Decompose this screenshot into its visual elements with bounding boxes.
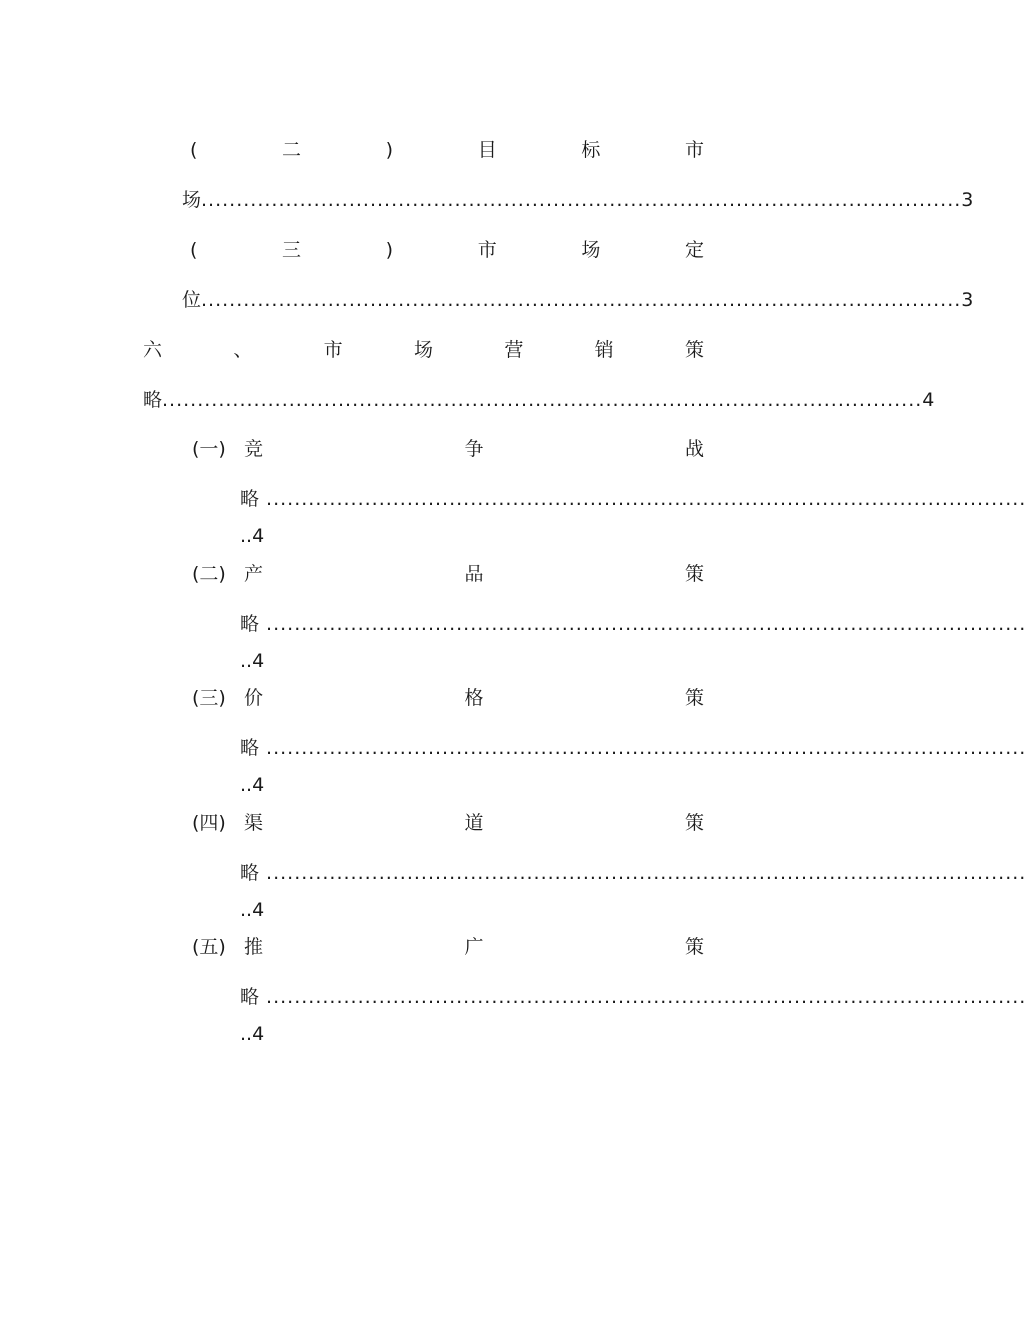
- dot-leader: ............................................................................................................: [201, 189, 962, 211]
- toc-char: 场: [413, 339, 433, 361]
- toc-char: 场: [581, 239, 601, 261]
- toc-char: ): [385, 239, 394, 261]
- toc-char: 格: [464, 687, 484, 709]
- page-number: ..4: [240, 525, 265, 547]
- page-number: 3: [961, 289, 974, 311]
- sub-number: (二): [192, 563, 226, 585]
- toc-char: 营: [504, 339, 524, 361]
- page-number: ..4: [240, 1023, 265, 1045]
- toc-tail: 略: [240, 488, 260, 510]
- toc-entry-market-positioning-heading[interactable]: [190, 237, 704, 263]
- toc-sub-promotion-leader[interactable]: [240, 984, 1026, 1010]
- toc-char: 策: [684, 687, 704, 709]
- toc-char: 广: [464, 936, 484, 958]
- toc-char: 价: [244, 687, 264, 709]
- dot-leader: ............................................................................................................: [201, 289, 962, 311]
- dot-leader: ............................................................................................................: [162, 389, 923, 411]
- page-number: 4: [922, 389, 935, 411]
- toc-tail: 略: [240, 613, 260, 635]
- toc-sub-price-heading[interactable]: [192, 685, 704, 711]
- toc-tail: 略: [240, 737, 260, 759]
- page-number: ..4: [240, 650, 265, 672]
- toc-char: (: [190, 139, 198, 161]
- dot-leader: ............................................................................................................: [259, 613, 1026, 635]
- toc-char: 争: [464, 438, 484, 460]
- dot-leader: ............................................................................................................: [259, 737, 1026, 759]
- toc-sub-product-heading[interactable]: [192, 561, 704, 587]
- toc-char: 道: [464, 812, 484, 834]
- toc-char: 三: [282, 239, 302, 261]
- toc-sub-channel-heading[interactable]: [192, 810, 704, 836]
- page-number: ..4: [240, 899, 265, 921]
- toc-tail: 位: [182, 289, 202, 311]
- toc-char: 策: [684, 936, 704, 958]
- toc-tail: 场: [182, 189, 202, 211]
- toc-tail: 略: [240, 986, 260, 1008]
- toc-char: ): [385, 139, 394, 161]
- toc-tail: 略: [143, 389, 163, 411]
- page-number: ..4: [240, 774, 265, 796]
- toc-char: 市: [477, 239, 497, 261]
- toc-sub-promotion-heading[interactable]: [192, 934, 704, 960]
- toc-char: 市: [323, 339, 343, 361]
- toc-char: 策: [684, 339, 704, 361]
- toc-section-marketing-strategy-leader[interactable]: [143, 387, 935, 413]
- toc-entry-target-market-leader[interactable]: [182, 187, 974, 213]
- toc-char: 市: [684, 139, 704, 161]
- toc-sub-competition-leader[interactable]: [240, 486, 1026, 512]
- sub-number: (五): [192, 936, 226, 958]
- toc-char: 策: [684, 812, 704, 834]
- sub-number: (三): [192, 687, 226, 709]
- toc-entry-target-market-heading[interactable]: [190, 137, 704, 163]
- toc-sub-channel-leader[interactable]: [240, 860, 1026, 886]
- toc-sub-competition-heading[interactable]: [192, 436, 704, 462]
- toc-char: 六: [143, 339, 163, 361]
- toc-char: 竞: [244, 438, 264, 460]
- toc-char: 策: [684, 563, 704, 585]
- toc-sub-product-leader[interactable]: [240, 611, 1026, 637]
- toc-section-marketing-strategy-heading[interactable]: [143, 337, 704, 363]
- dot-leader: ............................................................................................................: [259, 488, 1026, 510]
- dot-leader: ............................................................................................................: [259, 986, 1026, 1008]
- toc-char: 销: [594, 339, 614, 361]
- toc-char: 目: [477, 139, 497, 161]
- toc-char: 二: [282, 139, 302, 161]
- page-number: 3: [961, 189, 974, 211]
- toc-sub-price-leader[interactable]: [240, 735, 1026, 761]
- toc-entry-market-positioning-leader[interactable]: [182, 287, 974, 313]
- toc-char: 品: [464, 563, 484, 585]
- sub-number: (四): [192, 812, 226, 834]
- toc-char: 渠: [244, 812, 264, 834]
- toc-char: 战: [684, 438, 704, 460]
- toc-char: 标: [581, 139, 601, 161]
- toc-char: 定: [684, 239, 704, 261]
- toc-char: 产: [244, 563, 264, 585]
- toc-char: (: [190, 239, 198, 261]
- sub-number: (一): [192, 438, 226, 460]
- toc-tail: 略: [240, 862, 260, 884]
- toc-char: 推: [244, 936, 264, 958]
- dot-leader: ............................................................................................................: [259, 862, 1026, 884]
- toc-char: 、: [233, 339, 253, 361]
